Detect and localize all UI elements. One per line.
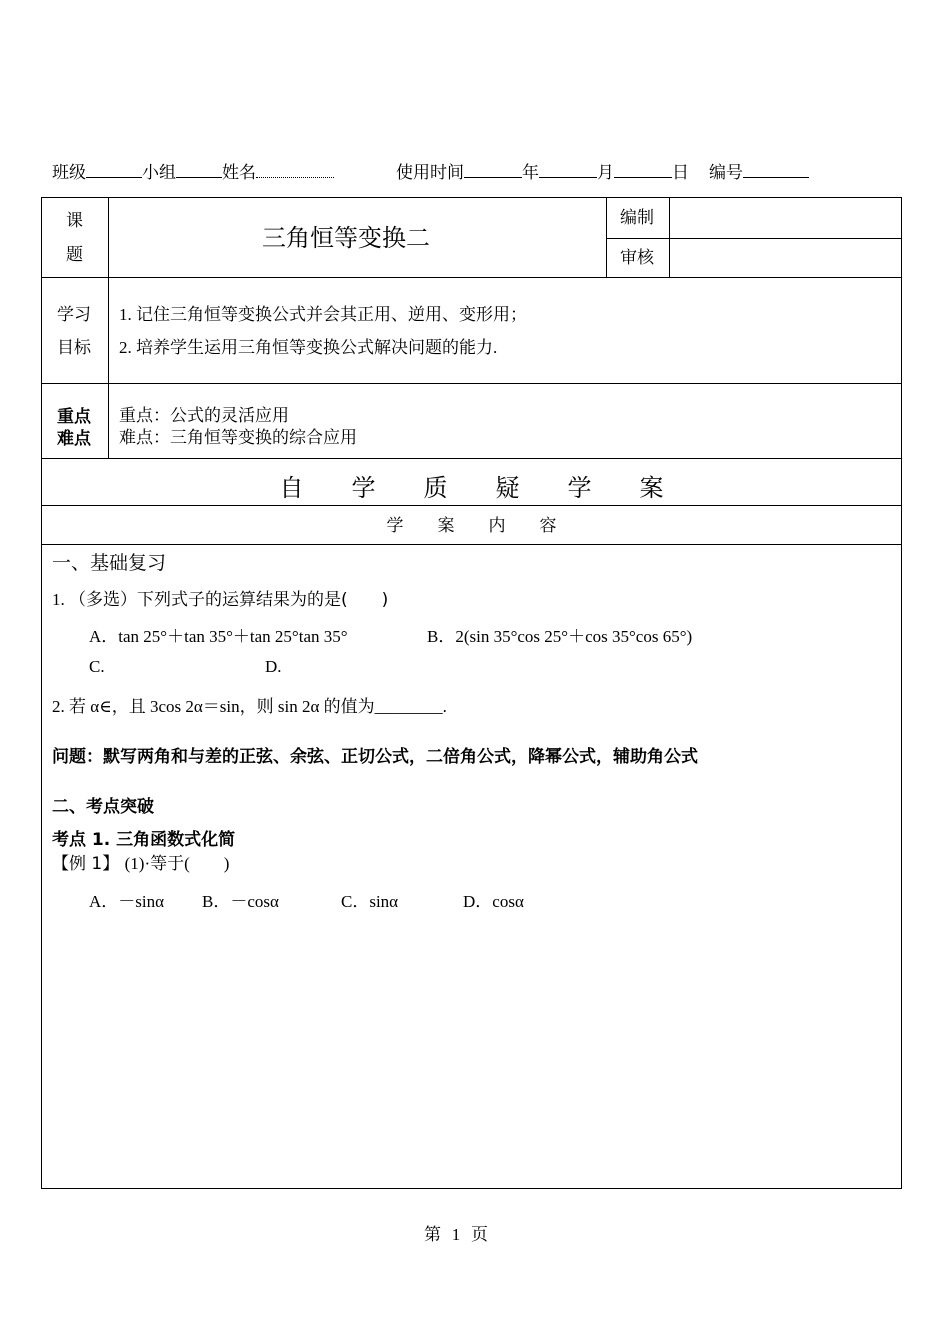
question-2: 2. 若 α∈，且 3cos 2α＝sin，则 sin 2α 的值为________. <box>52 697 447 716</box>
q1-option-b: B．2(sin 35°cos 25°＋cos 35°cos 65°) <box>427 627 693 646</box>
objectives-label-2: 目标 <box>57 338 91 358</box>
class-field[interactable] <box>86 163 142 178</box>
question-1 <box>52 585 388 610</box>
table-line-2 <box>41 383 902 384</box>
topic-label-2: 题 <box>66 245 83 265</box>
name-field[interactable] <box>256 163 334 178</box>
table-line-3 <box>41 458 902 459</box>
page-prefix: 第 <box>424 1225 441 1244</box>
table-line-1 <box>41 277 902 278</box>
example-1-text: (1)·等于( ) <box>124 854 230 873</box>
difficult-point: 难点：三角恒等变换的综合应用 <box>119 428 357 447</box>
year-label: 年 <box>522 163 539 183</box>
page-suffix: 页 <box>471 1225 488 1244</box>
table-col-editor <box>606 197 607 278</box>
table-border-left <box>41 197 42 1189</box>
editor-label: 编制 <box>620 208 654 228</box>
reviewer-value[interactable] <box>672 241 898 275</box>
key-label-1: 重点 <box>57 407 91 427</box>
ex1-option-b: B．－cosα <box>202 892 279 911</box>
page-number: 1 <box>451 1225 461 1244</box>
time-label: 使用时间 <box>396 163 464 183</box>
group-label: 小组 <box>142 163 176 183</box>
example-1 <box>52 849 229 874</box>
year-field[interactable] <box>539 163 597 178</box>
editor-value[interactable] <box>672 200 898 236</box>
question-note: 问题：默写两角和与差的正弦、余弦、正切公式，二倍角公式，降幂公式，辅助角公式 <box>52 747 698 767</box>
keypoint-1-title: 考点 1. 三角函数式化简 <box>52 830 236 850</box>
objective-2: 2. 培养学生运用三角恒等变换公式解决问题的能力. <box>119 338 498 357</box>
header-info <box>52 158 334 183</box>
day-label: 日 <box>672 163 689 183</box>
ex1-option-a: A．－sinα <box>89 892 165 911</box>
q1-option-d: D. <box>265 657 282 676</box>
section-banner: 自 学 质 疑 学 案 <box>279 474 664 502</box>
table-col-editor-value <box>669 197 670 278</box>
key-point: 重点：公式的灵活应用 <box>119 406 289 425</box>
q1-option-a: A．tan 25°＋tan 35°＋tan 25°tan 35° <box>89 627 348 646</box>
lesson-title: 三角恒等变换二 <box>262 224 430 252</box>
page-footer <box>424 1220 488 1245</box>
section-subbanner: 学 案 内 容 <box>386 516 557 536</box>
table-line-4 <box>41 505 902 506</box>
month-field[interactable] <box>614 163 672 178</box>
objective-1: 1. 记住三角恒等变换公式并会其正用、逆用、变形用； <box>119 305 527 324</box>
q1-option-c: C. <box>89 657 105 676</box>
number-field[interactable] <box>743 163 809 178</box>
objectives-label-1: 学习 <box>57 305 91 325</box>
name-label: 姓名 <box>222 163 256 183</box>
table-line-editor <box>606 238 902 239</box>
table-border-right <box>901 197 902 1189</box>
table-border-bottom <box>41 1188 902 1189</box>
table-border-top <box>41 197 902 198</box>
month-label: 月 <box>597 163 614 183</box>
section1-title: 一、基础复习 <box>52 552 167 574</box>
header-time <box>396 158 809 183</box>
table-col-label <box>108 197 109 459</box>
key-label-2: 难点 <box>57 429 91 449</box>
ex1-option-c: C．sinα <box>341 892 399 911</box>
class-label: 班级 <box>52 163 86 183</box>
number-label: 编号 <box>709 163 743 183</box>
q1-mid: 的是( ) <box>307 590 389 610</box>
topic-label-1: 课 <box>66 211 83 231</box>
time-field[interactable] <box>464 163 522 178</box>
reviewer-label: 审核 <box>620 248 654 268</box>
example-1-label: 【例 1】 <box>52 854 120 874</box>
section2-title: 二、考点突破 <box>52 797 154 817</box>
q1-prefix: 1. （多选）下列式子的运算结果为 <box>52 590 307 609</box>
group-field[interactable] <box>176 163 222 178</box>
ex1-option-d: D．cosα <box>463 892 524 911</box>
table-line-5 <box>41 544 902 545</box>
